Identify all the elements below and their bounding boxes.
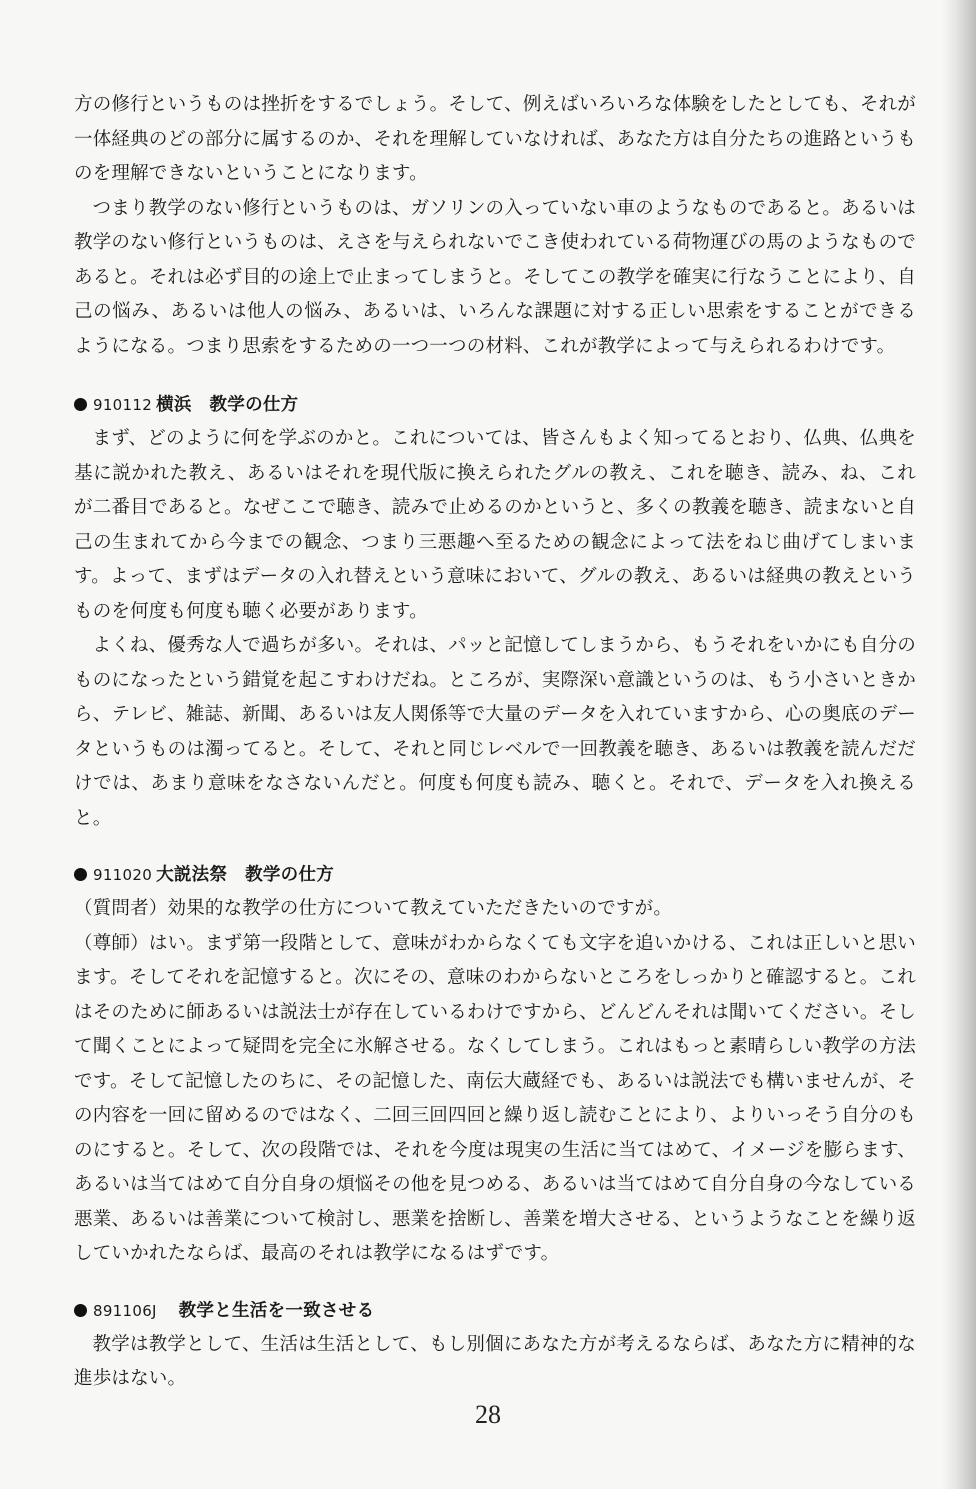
section [74,858,916,1272]
section-heading [74,858,916,892]
section-paragraph: （質問者）効果的な教学の仕方について教えていただきたいのですが。 [74,898,673,919]
section-title: 教学の仕方 [245,865,335,885]
bullet-icon [74,868,87,881]
section-heading [74,388,916,422]
section-place: 横浜 [156,395,192,415]
section-heading [74,1294,916,1328]
section-paragraph: よくね、優秀な人で過ちが多い。それは、パッと記憶してしまうから、もうそれをいかにも自分のものになったという錯覚を起こすわけだね。ところが、実際深い意識というのは、もう小さいときから、テレビ、雑誌、新聞、あるいは友人関係等で大量のデータを入れていますから、心の奥底のデータというものは濁ってると。そして、それと同じレベルで一回教義を聴き、あるいは教義を読んだだけでは、あまり意味をなさないんだと。何度も何度も読み、聴くと。それで、データを入れ換えると。 [74,635,916,829]
section [74,1294,916,1397]
section-place: 大説法祭 [156,865,228,885]
section [74,388,916,836]
section-title: 教学と生活を一致させる [178,1300,375,1321]
section-paragraph: まず、どのように何を学ぶのかと。これについては、皆さんもよく知ってるとおり、仏典、仏典を基に説かれた教え、あるいはそれを現代版に換えられたグルの教え、これを聴き、読み、ね、これが二番目であると。なぜここで聴き、読みで止めるのかというと、多くの教義を聴き、読まないと自己の生まれてから今までの観念、つまり三悪趣へ至るための観念によって法をねじ曲げてしまいます。よって、まずはデータの入れ替えという意味において、グルの教え、あるいは経典の教えというものを何度も何度も聴く必要があります。 [74,428,916,622]
section-paragraph: （尊師）はい。まず第一段階として、意味がわからなくても文字を追いかける、これは正しいと思います。そしてそれを記憶すると。次にその、意味のわからないところをしっかりと確認すると。これはそのために師あるいは説法士が存在しているわけですから、どんどんそれは聞いてください。そして聞くことによって疑問を完全に氷解させる。なくしてしまう。これはもっと素晴らしい教学の方法です。そして記憶したのちに、その記憶した、南伝大蔵経でも、あるいは説法でも構いませんが、その内容を一回に留めるのではなく、二回三回四回と繰り返し読むことにより、よりいっそう自分のものにすると。そして、次の段階では、それを今度は現実の生活に当てはめて、イメージを膨らます、あるいは当てはめて自分自身の煩悩その他を見つめる、あるいは当てはめて自分自身の今なしている悪業、あるいは善業について検討し、悪業を捨断し、善業を増大させる、というようなことを繰り返していかれたならば、最高のそれは教学になるはずです。 [74,932,916,1264]
section-code: 891106J [93,1301,157,1320]
section-title: 教学の仕方 [209,395,299,415]
section-code: 910112 [93,396,153,414]
page-number: 28 [475,1400,501,1429]
page-body [74,88,916,1397]
intro-paragraph: つまり教学のない修行というものは、ガソリンの入っていない車のようなものであると。あるいは教学のない修行というものは、えさを与えられないでこき使われている荷物運びの馬のようなものであると。それは必ず目的の途上で止まってしまうと。そしてこの教学を確実に行なうことにより、自己の悩み、あるいは他人の悩み、あるいは、いろんな課題に対する正しい思索をすることができるようになる。つまり思索をするための一つ一つの材料、これが教学によって与えられるわけです。 [74,197,916,357]
intro-paragraph: 方の修行というものは挫折をするでしょう。そして、例えばいろいろな体験をしたとしても、それが一体経典のどの部分に属するのか、それを理解していなければ、あなた方は自分たちの進路というものを理解できないということになります。 [74,94,916,184]
bullet-icon [74,398,87,411]
section-paragraph: 教学は教学として、生活は生活として、もし別個にあなた方が考えるならば、あなた方に精神的な進歩はない。 [74,1333,916,1389]
bullet-icon [74,1304,87,1317]
page-binding-edge [942,0,976,1489]
section-code: 911020 [93,866,153,884]
